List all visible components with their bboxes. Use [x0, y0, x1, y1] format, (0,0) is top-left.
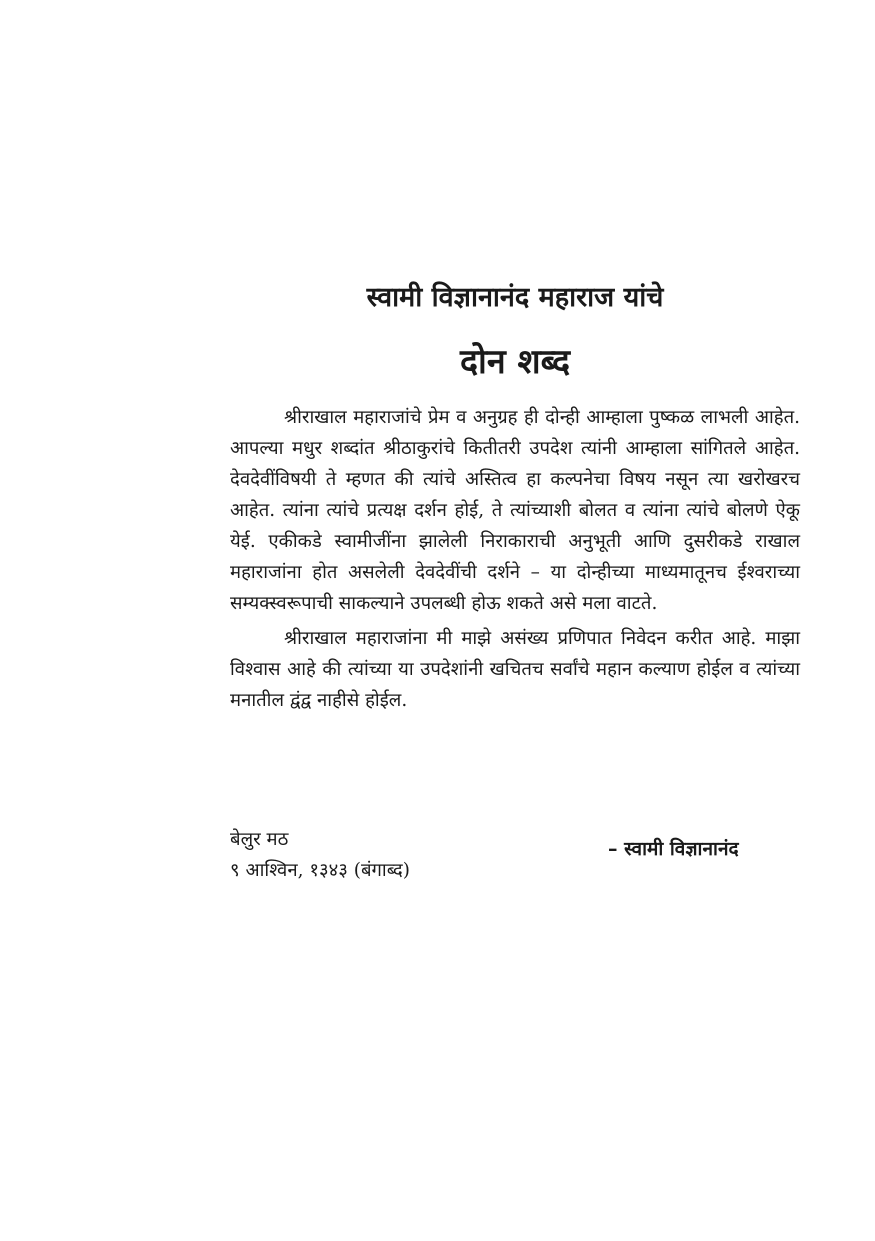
place-line: बेलुर मठ [230, 829, 289, 850]
paragraph-1: श्रीराखाल महाराजांचे प्रेम व अनुग्रह ही दोन्ही आम्हाला पुष्कळ लाभली आहेत. आपल्या मधुर शब्दांत श्रीठाकुरांचे कितीतरी उपदेश त्यांनी आम्हाला सांगितले आहेत. देवदेवींविषयी ते म्हणत की त्यांचे अस्तित्व हा कल्पनेचा विषय नसून त्या खरोखरच आहेत. त्यांना त्यांचे प्रत्यक्ष दर्शन होई, ते त्यांच्याशी बोलत व त्यांना त्यांचे बोलणे ऐकू येई. एकीकडे स्वामीजींना झालेली निराकाराची अनुभूती आणि दुसरीकडे राखाल महाराजांना होत असलेली देवदेवींची दर्शने – या दोन्हीच्या माध्यमातूनच ईश्वराच्या सम्यक्स्वरूपाची साकल्याने उपलब्धी होऊ शकते असे मला वाटते. [230, 407, 800, 614]
body-text [230, 402, 800, 720]
page-subtitle: स्वामी विज्ञानानंद महाराज यांचे [366, 282, 664, 313]
paragraph-2: श्रीराखाल महाराजांना मी माझे असंख्य प्रणिपात निवेदन करीत आहे. माझा विश्वास आहे की त्यांच्या या उपदेशांनी खचितच सर्वांचे महान कल्याण होईल व त्यांच्या मनातील द्वंद्व नाहीसे होईल. [230, 628, 800, 711]
page-title: दोन शब्द [459, 342, 571, 382]
signature: – स्वामी विज्ञानानंद [608, 838, 739, 860]
date-line: ९ आश्विन, १३४३ (बंगाब्द) [230, 860, 410, 881]
